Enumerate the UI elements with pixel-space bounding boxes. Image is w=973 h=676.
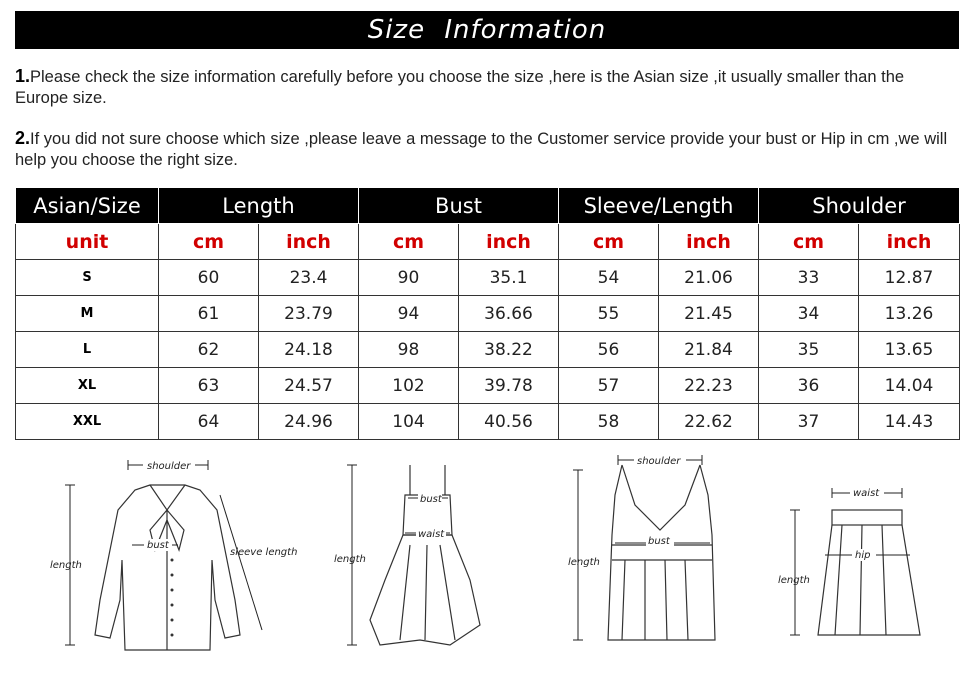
unit-cell: cm <box>359 224 459 260</box>
measurement-illustrations <box>0 450 973 670</box>
unit-cell: cm <box>559 224 659 260</box>
table-cell: 62 <box>159 332 259 368</box>
table-cell: 13.26 <box>859 296 960 332</box>
size-table <box>15 187 960 440</box>
table-cell: 21.84 <box>659 332 759 368</box>
table-cell: 22.23 <box>659 368 759 404</box>
table-row <box>16 332 960 368</box>
size-cell: XXL <box>16 404 159 440</box>
header-asian-size: Asian/Size <box>16 188 159 224</box>
unit-cell: cm <box>759 224 859 260</box>
unit-cell: cm <box>159 224 259 260</box>
table-cell: 94 <box>359 296 459 332</box>
table-cell: 35.1 <box>459 260 559 296</box>
size-cell: L <box>16 332 159 368</box>
table-cell: 14.04 <box>859 368 960 404</box>
note-2 <box>15 128 960 171</box>
header-length: Length <box>159 188 359 224</box>
table-cell: 54 <box>559 260 659 296</box>
table-cell: 23.4 <box>259 260 359 296</box>
unit-cell: inch <box>459 224 559 260</box>
shirt-sleeve-label: sleeve length <box>230 547 298 558</box>
table-cell: 38.22 <box>459 332 559 368</box>
dress-length-label: length <box>334 554 366 565</box>
note-1-number: 1. <box>15 66 31 86</box>
table-cell: 35 <box>759 332 859 368</box>
table-cell: 64 <box>159 404 259 440</box>
table-cell: 14.43 <box>859 404 960 440</box>
table-cell: 21.45 <box>659 296 759 332</box>
table-cell: 90 <box>359 260 459 296</box>
dress-waist-label: waist <box>418 529 445 540</box>
skirt-illustration <box>770 450 940 660</box>
skirt-hip-label: hip <box>855 550 871 561</box>
table-row <box>16 260 960 296</box>
note-2-text: If you did not sure choose which size ,please leave a message to the Customer service provide your bust or Hip in cm ,we will help you choose the right size. <box>15 130 948 169</box>
shirt-illustration <box>40 450 310 660</box>
size-information-banner <box>15 11 959 49</box>
tank-shoulder-label: shoulder <box>637 456 681 467</box>
header-sleeve-length: Sleeve/Length <box>559 188 759 224</box>
table-cell: 58 <box>559 404 659 440</box>
table-cell: 36.66 <box>459 296 559 332</box>
table-cell: 24.18 <box>259 332 359 368</box>
shirt-shoulder-label: shoulder <box>147 461 191 472</box>
table-cell: 57 <box>559 368 659 404</box>
banner-title: Size Information <box>367 15 607 45</box>
tank-length-label: length <box>568 557 600 568</box>
table-cell: 104 <box>359 404 459 440</box>
table-row <box>16 404 960 440</box>
size-cell: S <box>16 260 159 296</box>
header-shoulder: Shoulder <box>759 188 960 224</box>
table-row <box>16 296 960 332</box>
table-cell: 24.96 <box>259 404 359 440</box>
note-1 <box>15 66 960 109</box>
unit-label: unit <box>16 224 159 260</box>
table-cell: 12.87 <box>859 260 960 296</box>
unit-cell: inch <box>859 224 960 260</box>
dress-illustration <box>330 450 490 660</box>
unit-cell: inch <box>659 224 759 260</box>
tank-illustration <box>560 450 730 660</box>
note-2-number: 2. <box>15 128 31 148</box>
table-cell: 98 <box>359 332 459 368</box>
table-cell: 36 <box>759 368 859 404</box>
table-cell: 39.78 <box>459 368 559 404</box>
table-cell: 21.06 <box>659 260 759 296</box>
table-cell: 33 <box>759 260 859 296</box>
table-cell: 60 <box>159 260 259 296</box>
dress-bust-label: bust <box>420 494 442 505</box>
note-1-text: Please check the size information carefully before you choose the size ,here is the Asian size ,it usually smaller than the Europe size. <box>15 68 905 107</box>
table-cell: 24.57 <box>259 368 359 404</box>
table-cell: 22.62 <box>659 404 759 440</box>
table-row <box>16 368 960 404</box>
tank-bust-label: bust <box>648 536 670 547</box>
table-cell: 56 <box>559 332 659 368</box>
unit-row <box>16 224 960 260</box>
table-cell: 13.65 <box>859 332 960 368</box>
table-cell: 55 <box>559 296 659 332</box>
table-cell: 61 <box>159 296 259 332</box>
table-header-row <box>16 188 960 224</box>
table-cell: 102 <box>359 368 459 404</box>
skirt-waist-label: waist <box>853 488 880 499</box>
size-cell: M <box>16 296 159 332</box>
skirt-length-label: length <box>778 575 810 586</box>
size-cell: XL <box>16 368 159 404</box>
table-cell: 23.79 <box>259 296 359 332</box>
table-cell: 63 <box>159 368 259 404</box>
unit-cell: inch <box>259 224 359 260</box>
header-bust: Bust <box>359 188 559 224</box>
shirt-length-label: length <box>50 560 82 571</box>
table-cell: 34 <box>759 296 859 332</box>
table-cell: 37 <box>759 404 859 440</box>
shirt-bust-label: bust <box>147 540 169 551</box>
table-cell: 40.56 <box>459 404 559 440</box>
